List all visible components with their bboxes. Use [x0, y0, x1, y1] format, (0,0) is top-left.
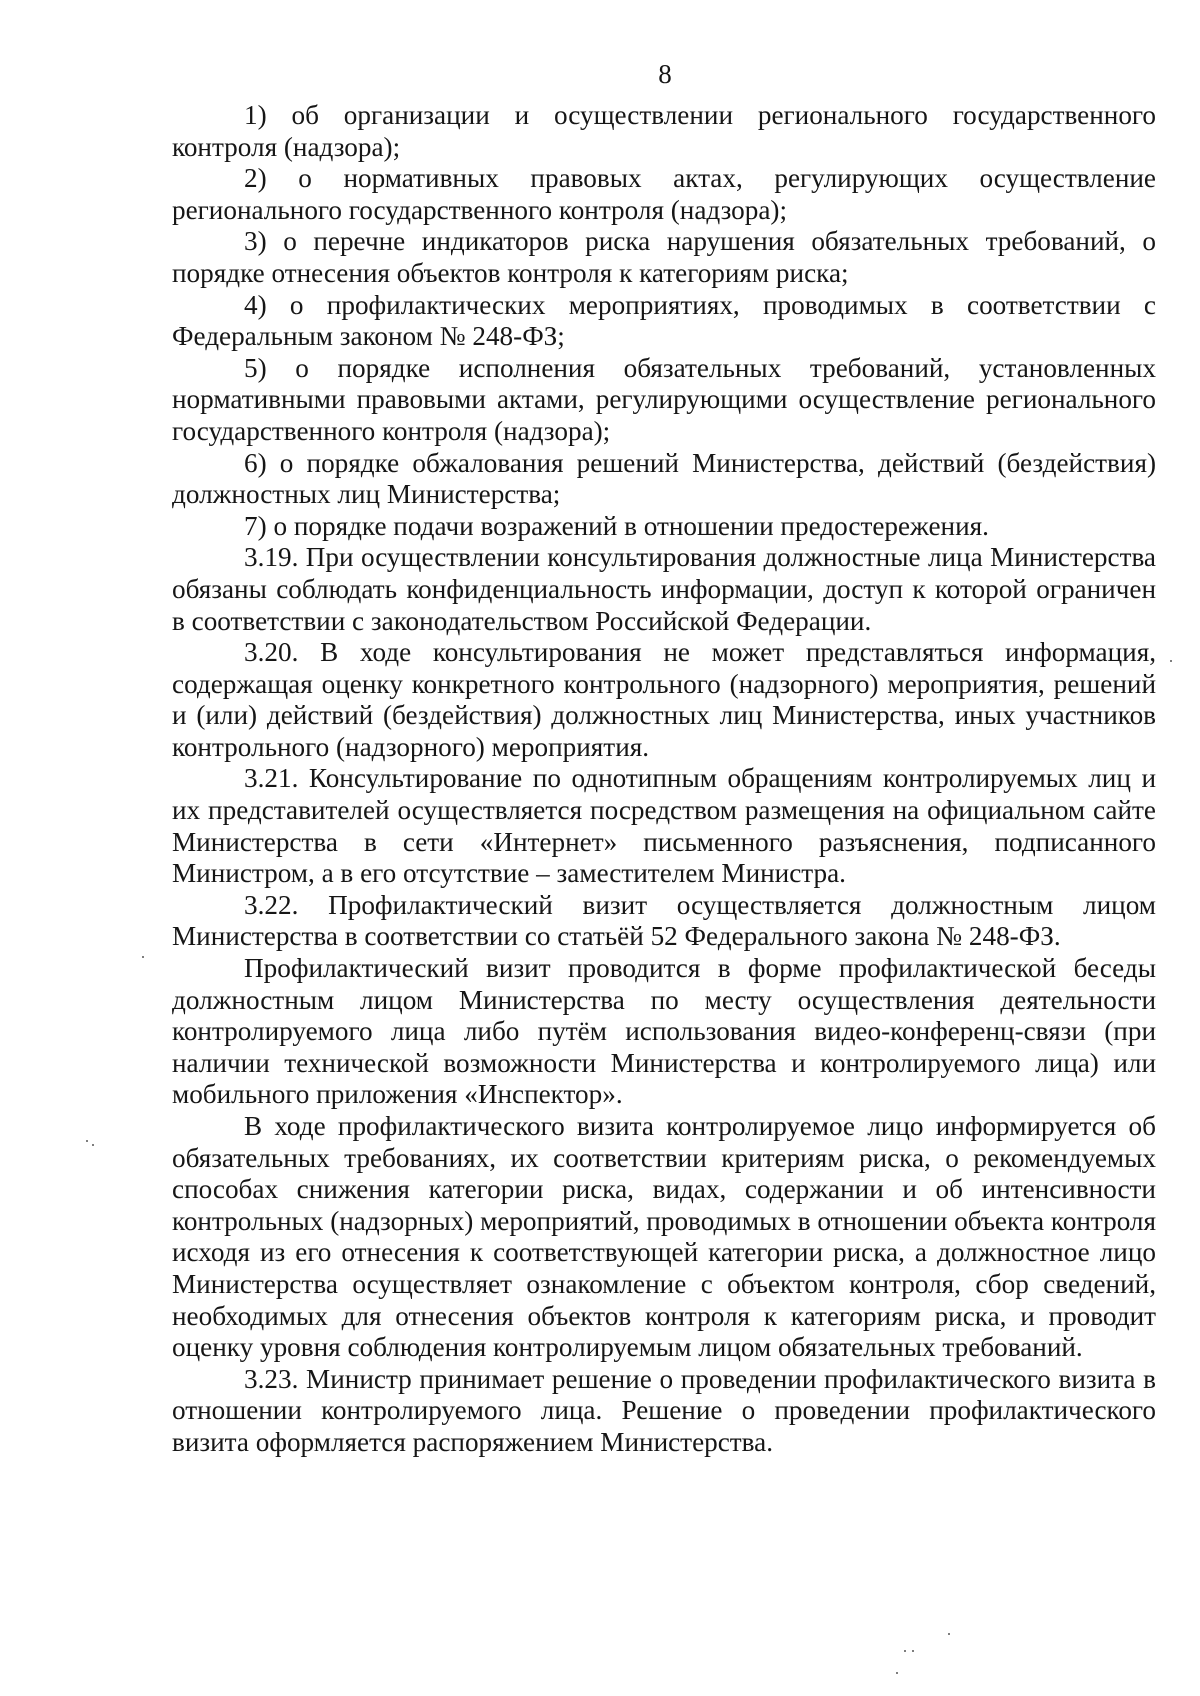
paragraph: 3.19. При осуществлении консультирования должностные лица Министерства обязаны соблюдать конфиденциальность информации, доступ к которой ограничен в соответствии с законодательством Российской Федерации. — [172, 542, 1156, 636]
paragraph: 6) о порядке обжалования решений Министерства, действий (бездействия) должностных лиц Министерства; — [172, 447, 1156, 510]
paragraph: 3.23. Министр принимает решение о проведении профилактического визита в отношении контролируемого лица. Решение о проведении профилактического визита оформляется распоряжением Министерства. — [172, 1363, 1156, 1457]
scan-speck — [142, 956, 144, 958]
scan-speck — [1170, 660, 1172, 662]
scan-speck — [896, 1672, 898, 1674]
scan-speck — [904, 1650, 906, 1652]
scan-speck — [92, 1144, 94, 1146]
paragraph: 2) о нормативных правовых актах, регулирующих осуществление регионального государственного контроля (надзора); — [172, 163, 1156, 225]
document-body — [172, 100, 1156, 1459]
paragraph: 5) о порядке исполнения обязательных требований, установленных нормативными правовыми актами, регулирующими осуществление регионального государственного контроля (надзора); — [172, 352, 1156, 446]
scan-speck — [86, 1140, 88, 1142]
paragraph: 7) о порядке подачи возражений в отношении предостережения. — [244, 510, 989, 541]
paragraph: 1) об организации и осуществлении регионального государственного контроля (надзора); — [172, 100, 1156, 162]
paragraph: 3.21. Консультирование по однотипным обращениям контролируемых лиц и их представителей осуществляется посредством размещения на официальном сайте Министерства в сети «Интернет» письменного разъяснения, подписанного Министром, а в его отсутствие – заместителем Министра. — [172, 763, 1156, 889]
page-number: 8 — [658, 59, 672, 89]
paragraph: В ходе профилактического визита контролируемое лицо информируется об обязательных требованиях, их соответствии критериям риска, о рекомендуемых способах снижения категории риска, видах, содержании и об интенсивности контрольных (надзорных) мероприятий, проводимых в отношении объекта контроля исходя из его отнесения к соответствующей категории риска, а должностное лицо Министерства осуществляет ознакомление с объектом контроля, сбор сведений, необходимых для отнесения объектов контроля к категориям риска, и проводит оценку уровня соблюдения контролируемым лицом обязательных требований. — [172, 1111, 1156, 1363]
paragraph: 3.20. В ходе консультирования не может представляться информация, содержащая оценку конкретного контрольного (надзорного) мероприятия, решений и (или) действий (бездействия) должностных лиц Министерства, иных участников контрольного (надзорного) мероприятия. — [172, 637, 1156, 762]
scan-speck — [912, 1650, 914, 1652]
paragraph: 3) о перечне индикаторов риска нарушения обязательных требований, о порядке отнесения объектов контроля к категориям риска; — [172, 226, 1156, 288]
scan-speck — [948, 1633, 950, 1635]
paragraph: 3.22. Профилактический визит осуществляется должностным лицом Министерства в соответствии со статьёй 52 Федерального закона № 248-ФЗ. — [172, 889, 1156, 952]
paragraph: 4) о профилактических мероприятиях, проводимых в соответствии с Федеральным законом № 248-ФЗ; — [172, 289, 1156, 352]
paragraph: Профилактический визит проводится в форме профилактической беседы должностным лицом Министерства по месту осуществления деятельности контролируемого лица либо путём использования видео-конференц-связи (при наличии технической возможности Министерства и контролируемого лица) или мобильного приложения «Инспектор». — [172, 953, 1156, 1110]
